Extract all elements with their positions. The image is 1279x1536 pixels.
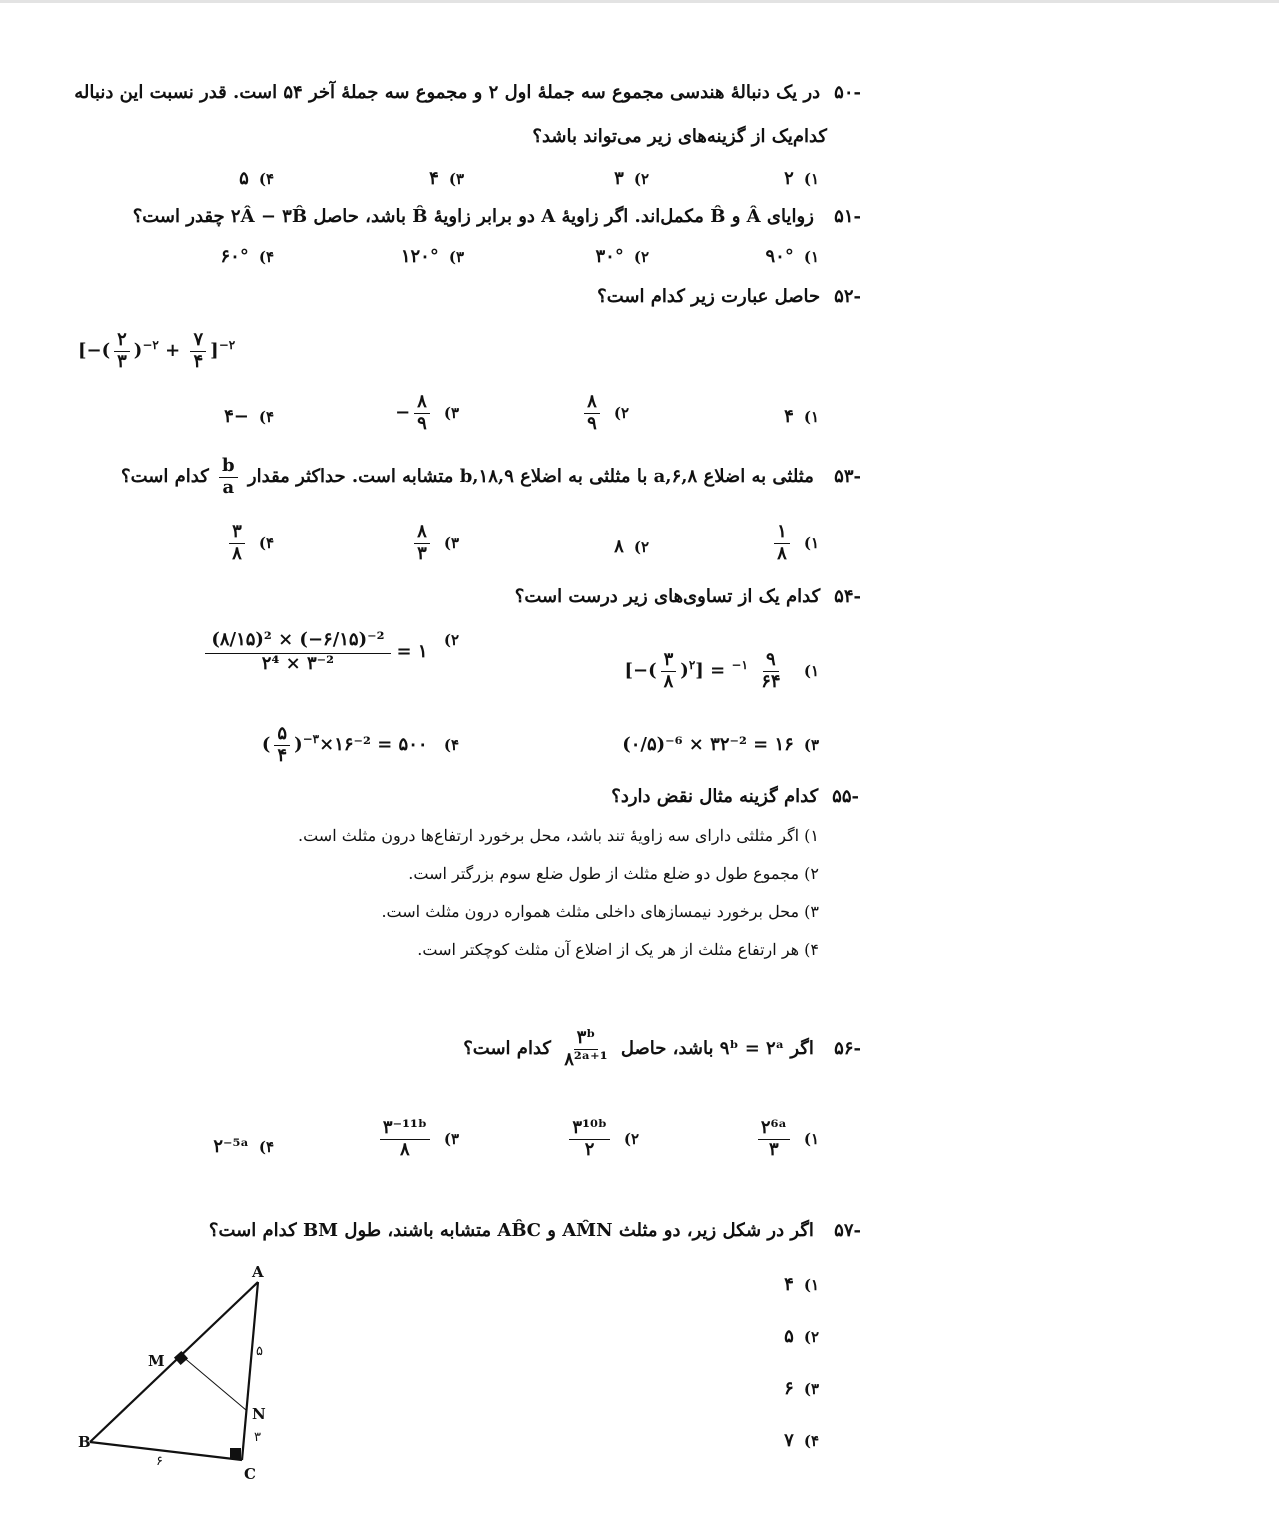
question-57: -۵۷ اگر در شکل زیر، دو مثلث AM̂N و AB̂C متشابه باشند، طول BM کدام است؟ bbox=[208, 1220, 861, 1241]
label-a: A bbox=[252, 1263, 264, 1281]
q55-option-1[interactable]: ۱) اگر مثلثی دارای سه زاویهٔ تند باشد، محل برخورد ارتفاع‌ها درون مثلث است. bbox=[298, 826, 819, 845]
right-angle-marker-m bbox=[174, 1351, 188, 1365]
q53-option-3[interactable]: ۳) $\frac{۸}{۳}$ bbox=[410, 522, 459, 564]
q51-option-4[interactable]: ۴)۶۰° bbox=[220, 246, 274, 267]
question-53: -۵۳ مثلثی به اضلاع ۶,۸,a با مثلثی به اضلاع ۹,b,۱۸ متشابه است. حداکثر مقدار $\frac{b}{a}$ کدام است؟ bbox=[121, 455, 861, 498]
question-number: -۵۰ bbox=[834, 82, 861, 103]
q54-option-1[interactable]: ۱) [−( $\frac{۳}{۸}$ )$^۲$] = $^{-۱}$ $\frac{۹}{۶۴}$ bbox=[624, 649, 819, 692]
length-bc: ۶ bbox=[156, 1454, 163, 1469]
expression: ۲Â − ۳B̂ bbox=[230, 206, 308, 227]
q52-option-1[interactable]: ۱)۴ bbox=[784, 406, 819, 427]
q53-option-4[interactable]: ۴) $\frac{۳}{۸}$ bbox=[225, 522, 274, 564]
q52-expression: [−( $\frac{۲}{۳}$ )$^{-۲}$ + $\frac{۷}{۴}$ ]$^{-۲}$ bbox=[78, 329, 236, 372]
label-b: B bbox=[78, 1433, 91, 1451]
q54-option-2[interactable]: ۲) $\frac{\text{(۸/۱۵)² × (−۶/۱۵)⁻²}}{\text{۲⁴ × ۳⁻²}}$ = ۱ bbox=[201, 628, 459, 674]
q51-option-2[interactable]: ۲)۳۰° bbox=[595, 246, 649, 267]
label-c: C bbox=[244, 1465, 256, 1483]
question-54: -۵۴کدام یک از تساوی‌های زیر درست است؟ bbox=[514, 586, 861, 607]
q51-option-3[interactable]: ۳)۱۲۰° bbox=[400, 246, 464, 267]
segment-mn bbox=[182, 1356, 246, 1410]
q57-option-2[interactable]: ۲)۵ bbox=[784, 1326, 819, 1347]
side-bc bbox=[90, 1442, 242, 1460]
q53-option-2[interactable]: ۲)۸ bbox=[614, 536, 649, 557]
side-ab bbox=[90, 1282, 258, 1442]
q57-option-4[interactable]: ۴)۷ bbox=[784, 1430, 819, 1451]
q55-option-3[interactable]: ۳) محل برخورد نیمسازهای داخلی مثلث همواره درون مثلث است. bbox=[381, 902, 819, 921]
q50-option-1[interactable]: ۱)۲ bbox=[784, 168, 819, 189]
q57-option-3[interactable]: ۳)۶ bbox=[784, 1378, 819, 1399]
q56-option-4[interactable]: ۴)۲⁻⁵ᵃ bbox=[213, 1136, 274, 1157]
label-n: N bbox=[252, 1405, 266, 1423]
question-50-line2: کدام‌یک از گزینه‌های زیر می‌تواند باشد؟ bbox=[532, 126, 827, 147]
angle-b: B̂ bbox=[710, 206, 726, 227]
question-52: -۵۲حاصل عبارت زیر کدام است؟ bbox=[597, 286, 861, 307]
top-divider bbox=[0, 0, 1279, 3]
q54-option-4[interactable]: ۴) ( $\frac{۵}{۴}$ )$^{-۳}$×۱۶⁻² = ۵۰۰ bbox=[261, 723, 459, 766]
q50-option-2[interactable]: ۲)۳ bbox=[614, 168, 649, 189]
right-angle-marker-c bbox=[230, 1448, 241, 1459]
q52-option-3[interactable]: ۳) $\frac{۸}{۹}$ − bbox=[395, 391, 459, 434]
q56-option-2[interactable]: ۲) $\frac{\text{۳¹⁰ᵇ}}{۲}$ bbox=[565, 1118, 639, 1160]
q50-option-4[interactable]: ۴)۵ bbox=[239, 168, 274, 189]
q53-option-1[interactable]: ۱) $\frac{۱}{۸}$ bbox=[770, 522, 819, 564]
q56-option-1[interactable]: ۱) $\frac{\text{۲⁶ᵃ}}{۳}$ bbox=[754, 1118, 819, 1160]
question-50 bbox=[74, 82, 861, 103]
question-51: -۵۱ زوایای Â و B̂ مکمل‌اند. اگر زاویهٔ A دو برابر زاویهٔ B̂ باشد، حاصل ۲Â − ۳B̂ چقدر است؟ bbox=[132, 206, 861, 227]
q52-option-2[interactable]: ۲) $\frac{۸}{۹}$ bbox=[580, 392, 629, 434]
q50-option-3[interactable]: ۳)۴ bbox=[429, 168, 464, 189]
length-an: ۵ bbox=[256, 1344, 263, 1359]
triangle-figure bbox=[70, 1255, 300, 1485]
q51-option-1[interactable]: ۱)۹۰° bbox=[765, 246, 819, 267]
q57-option-1[interactable]: ۱)۴ bbox=[784, 1274, 819, 1295]
length-nc: ۳ bbox=[254, 1430, 261, 1445]
q52-option-4[interactable]: ۴)−۴ bbox=[224, 406, 274, 427]
question-text: در یک دنبالهٔ هندسی مجموع سه جملهٔ اول ۲ و مجموع سه جملهٔ آخر ۵۴ است. قدر نسبت این دنباله bbox=[74, 82, 821, 103]
angle-a: Â bbox=[746, 206, 761, 227]
question-56: -۵۶ اگر ۹ᵇ = ۲ᵃ باشد، حاصل $\frac{\text{۳ᵇ}}{\text{۸²ᵃ⁺¹}}$ کدام است؟ bbox=[463, 1027, 861, 1070]
label-m: M bbox=[148, 1352, 165, 1370]
q56-option-3[interactable]: ۳) $\frac{\text{۳⁻¹¹ᵇ}}{۸}$ bbox=[376, 1118, 459, 1160]
q54-option-3[interactable]: ۳)(۰/۵)⁻⁶ × ۳۲⁻² = ۱۶ bbox=[622, 734, 819, 755]
question-55: -۵۵کدام گزینه مثال نقض دارد؟ bbox=[611, 786, 859, 807]
q55-option-4[interactable]: ۴) هر ارتفاع مثلث از هر یک از اضلاع آن مثلث کوچکتر است. bbox=[417, 940, 819, 959]
q55-option-2[interactable]: ۲) مجموع طول دو ضلع مثلث از طول ضلع سوم بزرگتر است. bbox=[408, 864, 819, 883]
